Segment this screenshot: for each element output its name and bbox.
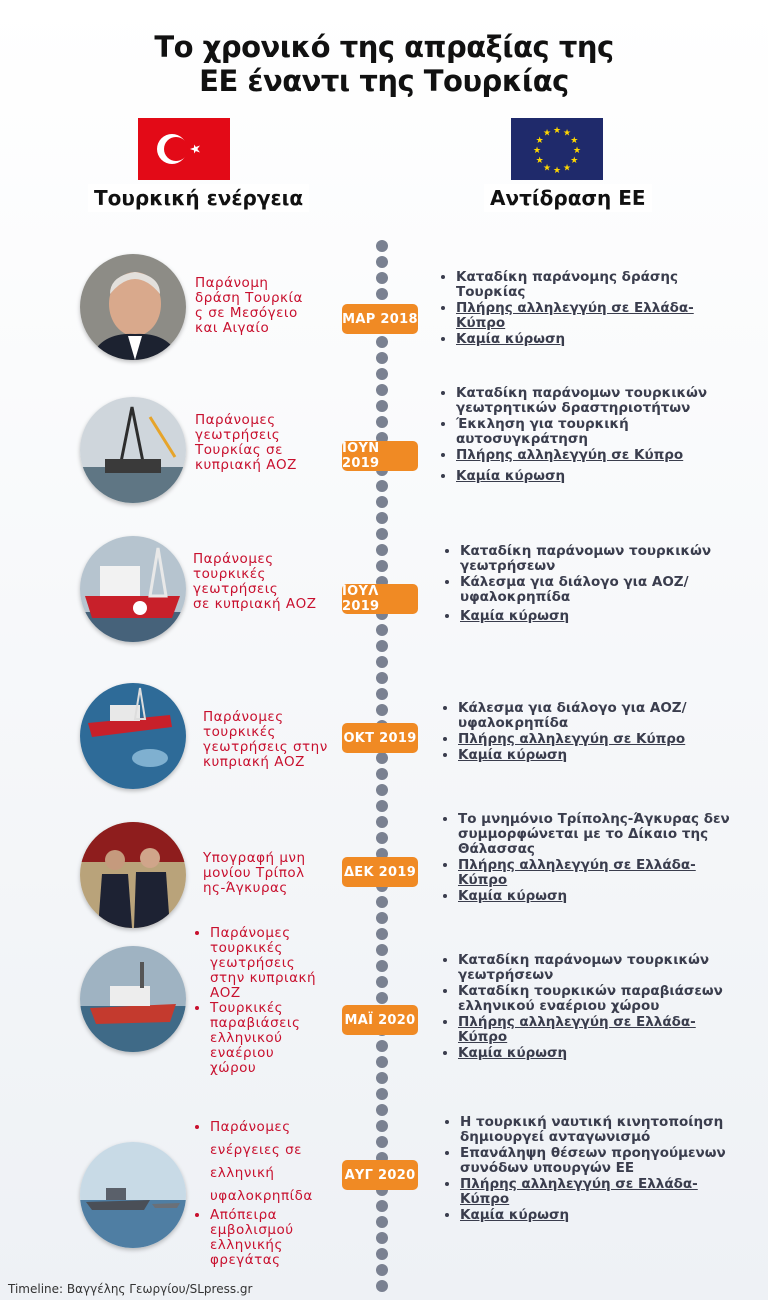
list-item: • Κάλεσμα για διάλογο για ΑΟΖ/ υφαλοκρηπίδα bbox=[458, 701, 730, 731]
timeline-dot bbox=[376, 368, 388, 380]
list-item: • Καταδίκη παράνομων τουρκικών γεωτρήσεων bbox=[460, 544, 732, 574]
list-item: • Η τουρκική ναυτική κινητοποίηση δημιουργεί ανταγωνισμό bbox=[460, 1115, 732, 1145]
eu-star-icon: ★ bbox=[570, 156, 579, 166]
timeline-dot bbox=[376, 624, 388, 636]
list-item: • Επανάληψη θέσεων προηγούμενων συνόδων υπουργών ΕΕ bbox=[460, 1146, 732, 1176]
timeline-dot bbox=[376, 976, 388, 988]
list-item: • Παράνομες ενέργειες σε ελληνική υφαλοκρηπίδα bbox=[210, 1116, 332, 1208]
eu-star-icon: ★ bbox=[542, 163, 552, 174]
action-text bbox=[194, 1116, 332, 1268]
timeline-dot bbox=[376, 960, 388, 972]
action-text bbox=[194, 926, 320, 1076]
list-item: • Πλήρης αλληλεγγύη σε Ελλάδα-Κύπρο bbox=[460, 1177, 732, 1207]
turkey-flag-icon bbox=[138, 118, 230, 180]
timeline-dot bbox=[376, 480, 388, 492]
timeline-dot bbox=[376, 1088, 388, 1100]
action-text: Παράνομες τουρκικές γεωτρήσεις σε κυπριακή ΑΟΖ bbox=[193, 551, 317, 612]
timeline-dot bbox=[376, 352, 388, 364]
photo-handshake bbox=[80, 822, 186, 928]
list-item: • Καμία κύρωση bbox=[458, 1046, 730, 1061]
list-item: • Έκκληση για τουρκική αυτοσυγκράτηση bbox=[456, 417, 728, 447]
list-item: • Πλήρης αλληλεγγύη σε Κύπρο bbox=[456, 448, 728, 463]
list-item: • Καμία κύρωση bbox=[460, 609, 732, 624]
timeline-dot bbox=[376, 768, 388, 780]
list-item: • Καταδίκη τουρκικών παραβιάσεων ελληνικού εναέριου χώρου bbox=[458, 984, 730, 1014]
timeline-dot bbox=[376, 416, 388, 428]
timeline-dot bbox=[376, 240, 388, 252]
title-line-2: ΕΕ έναντι της Τουρκίας bbox=[199, 64, 569, 98]
eu-star-icon: ★ bbox=[562, 128, 572, 139]
timeline-dot bbox=[376, 336, 388, 348]
timeline-dot bbox=[376, 1248, 388, 1260]
date-badge: ΑΥΓ 2020 bbox=[342, 1160, 418, 1190]
date-badge: ΟΚΤ 2019 bbox=[342, 723, 418, 753]
reaction-list bbox=[438, 386, 728, 485]
timeline-dot bbox=[376, 1072, 388, 1084]
timeline-dot bbox=[376, 544, 388, 556]
timeline-dot bbox=[376, 1232, 388, 1244]
timeline-dot bbox=[376, 896, 388, 908]
timeline-dot bbox=[376, 496, 388, 508]
timeline-dot bbox=[376, 1056, 388, 1068]
timeline-dot bbox=[376, 1120, 388, 1132]
timeline-dot bbox=[376, 816, 388, 828]
eu-star-icon: ★ bbox=[552, 166, 562, 176]
photo-research-vessel bbox=[80, 946, 186, 1052]
timeline-dot bbox=[376, 1136, 388, 1148]
right-column-header: Αντίδραση ΕΕ bbox=[484, 184, 652, 212]
reaction-list bbox=[438, 270, 728, 348]
reaction-list bbox=[440, 701, 730, 764]
eu-flag-icon bbox=[511, 118, 603, 180]
date-badge: ΔΕΚ 2019 bbox=[342, 857, 418, 887]
list-item: • Καμία κύρωση bbox=[458, 748, 730, 763]
timeline-dot bbox=[376, 528, 388, 540]
photo-warships bbox=[80, 1142, 186, 1248]
timeline-dot bbox=[376, 400, 388, 412]
timeline-dot bbox=[376, 1280, 388, 1292]
eu-star-icon: ★ bbox=[535, 156, 544, 166]
list-item: • Καμία κύρωση bbox=[458, 889, 730, 904]
action-text: Παράνομες γεωτρήσεις Τουρκίας σε κυπριακή ΑΟΖ bbox=[195, 412, 297, 473]
list-item: • Καμία κύρωση bbox=[460, 1208, 732, 1223]
action-text: Παράνομη δράση Τουρκία ς σε Μεσόγειο και Αιγαίο bbox=[195, 275, 303, 336]
list-item: • Πλήρης αλληλεγγύη σε Κύπρο bbox=[458, 732, 730, 747]
photo-drilling-rig bbox=[80, 397, 186, 503]
list-item: • Πλήρης αλληλεγγύη σε Ελλάδα-Κύπρο bbox=[456, 301, 728, 331]
timeline-dot bbox=[376, 1200, 388, 1212]
timeline-dot bbox=[376, 1040, 388, 1052]
list-item: • Απόπειρα εμβολισμού ελληνικής φρεγάτας bbox=[210, 1208, 332, 1268]
list-item: • Καταδίκη παράνομων τουρκικών γεωτρητικών δραστηριοτήτων bbox=[456, 386, 728, 416]
timeline-dot bbox=[376, 992, 388, 1004]
timeline-dot bbox=[376, 384, 388, 396]
timeline-dot bbox=[376, 752, 388, 764]
timeline-dot bbox=[376, 1216, 388, 1228]
eu-star-icon: ★ bbox=[535, 136, 544, 146]
timeline-dot bbox=[376, 656, 388, 668]
timeline-dot bbox=[376, 640, 388, 652]
date-badge: ΙΟΥΝ 2019 bbox=[342, 441, 418, 471]
timeline-spine bbox=[376, 240, 390, 1290]
timeline-dot bbox=[376, 1264, 388, 1276]
title-line-1: Το χρονικό της απραξίας της bbox=[154, 30, 614, 64]
timeline-dot bbox=[376, 272, 388, 284]
timeline-dot bbox=[376, 560, 388, 572]
list-item: • Κάλεσμα για διάλογο για ΑΟΖ/ υφαλοκρηπίδα bbox=[460, 575, 732, 605]
credit-line: Timeline: Βαγγέλης Γεωργίου/SLpress.gr bbox=[8, 1282, 253, 1296]
action-text: Παράνομες τουρκικές γεωτρήσεις στην κυπριακή ΑΟΖ bbox=[203, 709, 328, 770]
photo-drillship bbox=[80, 536, 186, 642]
list-item: • Πλήρης αλληλεγγύη σε Ελλάδα-Κύπρο bbox=[458, 858, 730, 888]
list-item: • Καμία κύρωση bbox=[456, 469, 728, 484]
timeline-dot bbox=[376, 512, 388, 524]
list-item: • Πλήρης αλληλεγγύη σε Ελλάδα-Κύπρο bbox=[458, 1015, 730, 1045]
date-badge: ΙΟΥΛ 2019 bbox=[342, 584, 418, 614]
list-item: • Το μνημόνιο Τρίπολης-Άγκυρας δεν συμμορφώνεται με το Δίκαιο της Θάλασσας bbox=[458, 812, 730, 857]
list-item: • Τουρκικές παραβιάσεις ελληνικού εναέριου χώρου bbox=[210, 1001, 320, 1076]
eu-star-icon: ★ bbox=[552, 126, 562, 136]
timeline-dot bbox=[376, 928, 388, 940]
action-text: Υπογραφή μνη μονίου Τρίπολ ης-Άγκυρας bbox=[203, 850, 306, 896]
reaction-list bbox=[442, 544, 732, 625]
photo-erdogan bbox=[80, 254, 186, 360]
date-badge: ΜΑΡ 2018 bbox=[342, 304, 418, 334]
timeline-dot bbox=[376, 672, 388, 684]
page-title bbox=[0, 30, 768, 98]
list-item: • Καταδίκη παράνομης δράσης Τουρκίας bbox=[456, 270, 728, 300]
timeline-dot bbox=[376, 704, 388, 716]
date-badge: ΜΑΪ 2020 bbox=[342, 1005, 418, 1035]
reaction-list bbox=[440, 953, 730, 1062]
eu-star-icon: ★ bbox=[572, 146, 582, 156]
list-item: • Παράνομες τουρκικές γεωτρήσεις στην κυπριακή ΑΟΖ bbox=[210, 926, 320, 1001]
timeline-dot bbox=[376, 256, 388, 268]
list-item: • Καμία κύρωση bbox=[456, 332, 728, 347]
timeline-dot bbox=[376, 784, 388, 796]
timeline-dot bbox=[376, 1104, 388, 1116]
eu-star-icon: ★ bbox=[570, 136, 579, 146]
reaction-list bbox=[440, 812, 730, 905]
eu-star-icon: ★ bbox=[532, 146, 542, 156]
timeline-dot bbox=[376, 912, 388, 924]
timeline-dot bbox=[376, 944, 388, 956]
reaction-list bbox=[442, 1115, 732, 1224]
left-column-header: Τουρκική ενέργεια bbox=[88, 184, 309, 212]
eu-star-icon: ★ bbox=[542, 128, 552, 139]
timeline-dot bbox=[376, 800, 388, 812]
timeline-dot bbox=[376, 688, 388, 700]
eu-star-icon: ★ bbox=[562, 163, 572, 174]
timeline-dot bbox=[376, 288, 388, 300]
photo-drillship-aerial bbox=[80, 683, 186, 789]
timeline-dot bbox=[376, 832, 388, 844]
list-item: • Καταδίκη παράνομων τουρκικών γεωτρήσεων bbox=[458, 953, 730, 983]
